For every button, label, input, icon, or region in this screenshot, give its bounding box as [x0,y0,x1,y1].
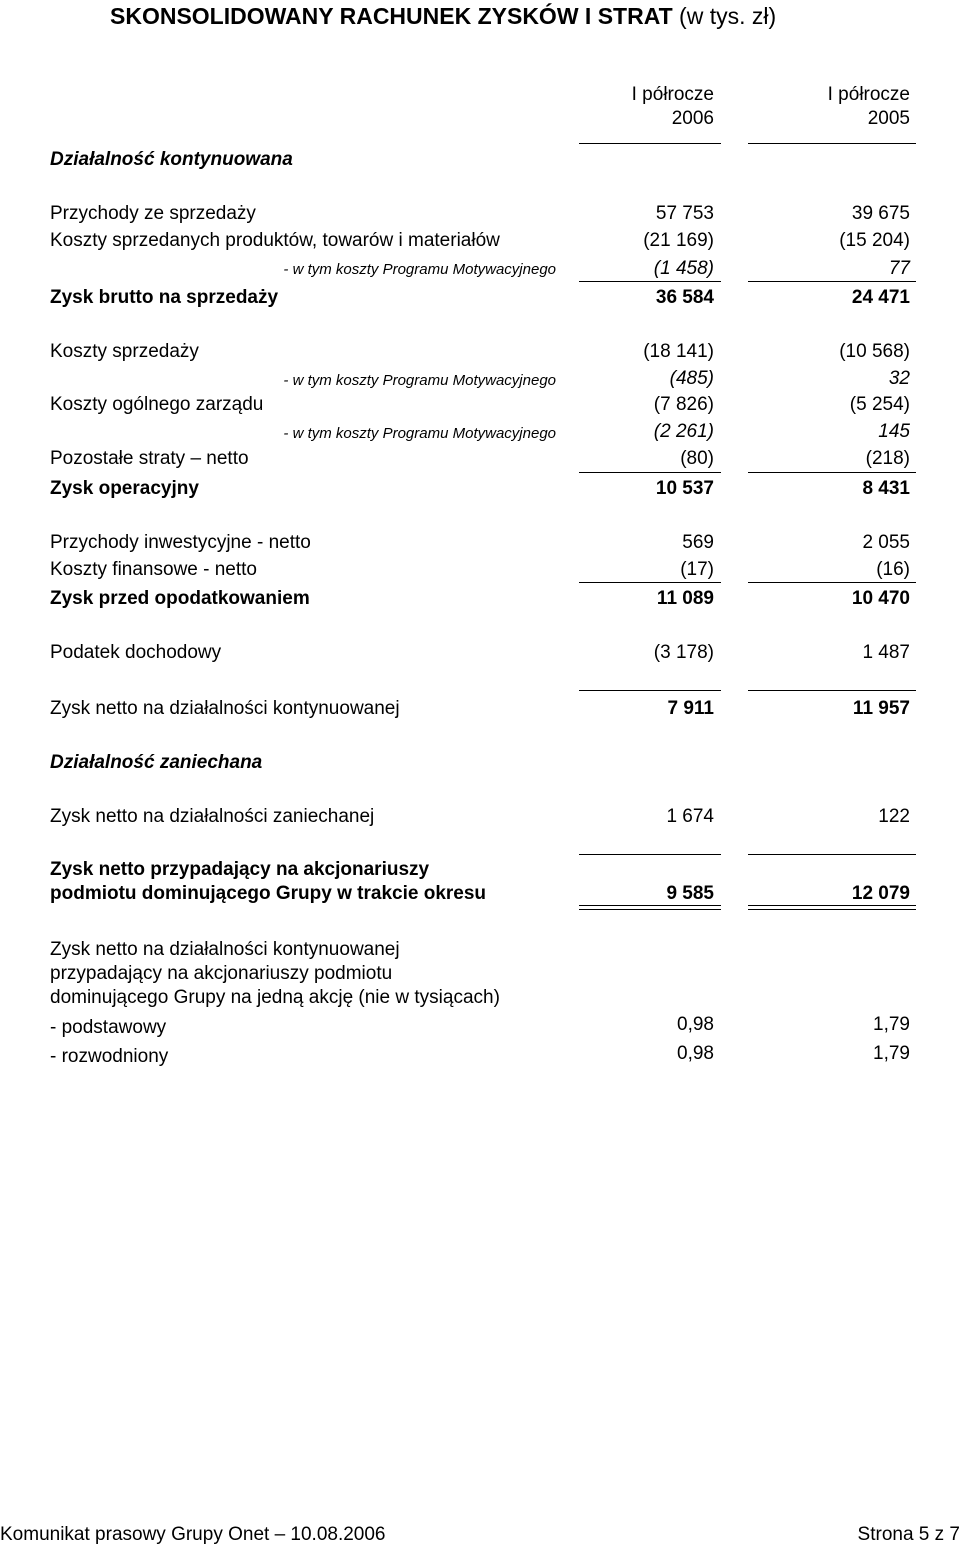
row-value-2006: 10 537 [655,478,714,499]
row-label-total: Zysk brutto na sprzedaży [50,287,279,308]
column-header-year: 2005 [867,108,910,129]
row-label: Zysk netto na działalności zaniechanej [50,806,375,827]
footer-left: Komunikat prasowy Grupy Onet – 10.08.2006 [0,1524,386,1545]
subtotal-rule [579,690,721,691]
row-value-2005: 1,79 [873,1014,910,1035]
subtotal-rule [579,472,721,473]
row-value-2005: 122 [878,806,910,827]
row-label: Koszty ogólnego zarządu [50,394,264,415]
row-value-2005: 11 957 [852,698,910,719]
row-value-2005: (16) [876,559,910,580]
row-label-line: podmiotu dominującego Grupy w trakcie okresu [50,883,487,904]
page-title [110,2,776,30]
row-label-line: Zysk netto na działalności kontynuowanej [50,939,400,960]
row-value-2005: (10 568) [839,341,910,362]
row-label: Pozostałe straty – netto [50,448,249,469]
row-value-2005: 12 079 [851,883,910,904]
title-unit: (w tys. zł) [672,3,777,29]
column-header-year: 2006 [671,108,714,129]
title-main: SKONSOLIDOWANY RACHUNEK ZYSKÓW I STRAT [110,3,673,29]
row-value-2005: 8 431 [862,478,910,499]
row-value-2005: (5 254) [849,394,910,415]
footer-page-number: Strona 5 z 7 [857,1524,960,1545]
row-label: Zysk netto na działalności kontynuowanej [50,698,400,719]
row-label: Przychody ze sprzedaży [50,203,256,224]
row-value-2006: 569 [682,532,714,553]
row-value-2006: (2 261) [653,421,714,442]
subtotal-rule [748,690,916,691]
row-value-2005: 1 487 [862,642,910,663]
column-header-2005 [730,83,910,131]
subtotal-rule [579,281,721,282]
row-value-2006: (80) [680,448,714,469]
row-label: Podatek dochodowy [50,642,222,663]
row-label-line: dominującego Grupy na jedną akcję (nie w tysiącach) [50,987,500,1008]
row-sublabel: - w tym koszty Programu Motywacyjnego [283,425,556,442]
row-value-2006: (1 458) [653,258,714,279]
subtotal-rule [748,854,916,855]
row-label: Koszty finansowe - netto [50,559,257,580]
column-header-period: I półrocze [631,84,714,105]
column-header-2006 [534,83,714,131]
row-sublabel: - w tym koszty Programu Motywacyjnego [283,261,556,278]
row-label: Przychody inwestycyjne - netto [50,532,311,553]
row-value-2005: 39 675 [851,203,910,224]
double-rule [748,905,916,906]
section-discontinued: Działalność zaniechana [50,752,263,773]
column-header-period: I półrocze [827,84,910,105]
row-value-2005: 1,79 [873,1043,910,1064]
row-value-2005: 2 055 [862,532,910,553]
subtotal-rule [748,281,916,282]
double-rule [748,909,916,910]
row-value-2006: 57 753 [655,203,714,224]
row-label-total [50,858,486,906]
row-label: - podstawowy [50,1017,167,1038]
double-rule [579,905,721,906]
row-value-2005: 32 [888,368,910,389]
row-label-line: przypadający na akcjonariuszy podmiotu [50,963,393,984]
row-value-2006: 0,98 [677,1014,714,1035]
row-value-2005: 145 [878,421,910,442]
row-value-2006: 7 911 [667,698,714,719]
row-value-2006: 0,98 [677,1043,714,1064]
row-value-2006: (485) [669,368,714,389]
header-rule [579,143,721,144]
row-label-line: Zysk netto przypadający na akcjonariuszy [50,859,430,880]
row-value-2006: (21 169) [643,230,714,251]
row-value-2006: 36 584 [655,287,714,308]
row-label: - rozwodniony [50,1046,169,1067]
subtotal-rule [579,854,721,855]
row-label: Koszty sprzedaży [50,341,199,362]
row-value-2005: 10 470 [851,588,910,609]
row-label-total: Zysk operacyjny [50,478,199,499]
row-value-2006: (7 826) [653,394,714,415]
row-value-2006: (17) [680,559,714,580]
row-label: Koszty sprzedanych produktów, towarów i materiałów [50,230,500,251]
row-label-total: Zysk przed opodatkowaniem [50,588,310,609]
subtotal-rule [748,472,916,473]
row-value-2006: 1 674 [666,806,714,827]
eps-label [50,938,500,1010]
header-rule [748,143,916,144]
row-value-2005: 24 471 [851,287,910,308]
subtotal-rule [579,582,721,583]
row-value-2006: (3 178) [653,642,714,663]
row-value-2006: (18 141) [643,341,714,362]
double-rule [579,909,721,910]
section-continuing: Działalność kontynuowana [50,149,293,170]
row-value-2006: 9 585 [666,883,714,904]
row-sublabel: - w tym koszty Programu Motywacyjnego [283,372,556,389]
row-value-2005: 77 [888,258,910,279]
row-value-2005: (15 204) [839,230,910,251]
subtotal-rule [748,582,916,583]
row-value-2005: (218) [865,448,910,469]
row-value-2006: 11 089 [656,588,714,609]
